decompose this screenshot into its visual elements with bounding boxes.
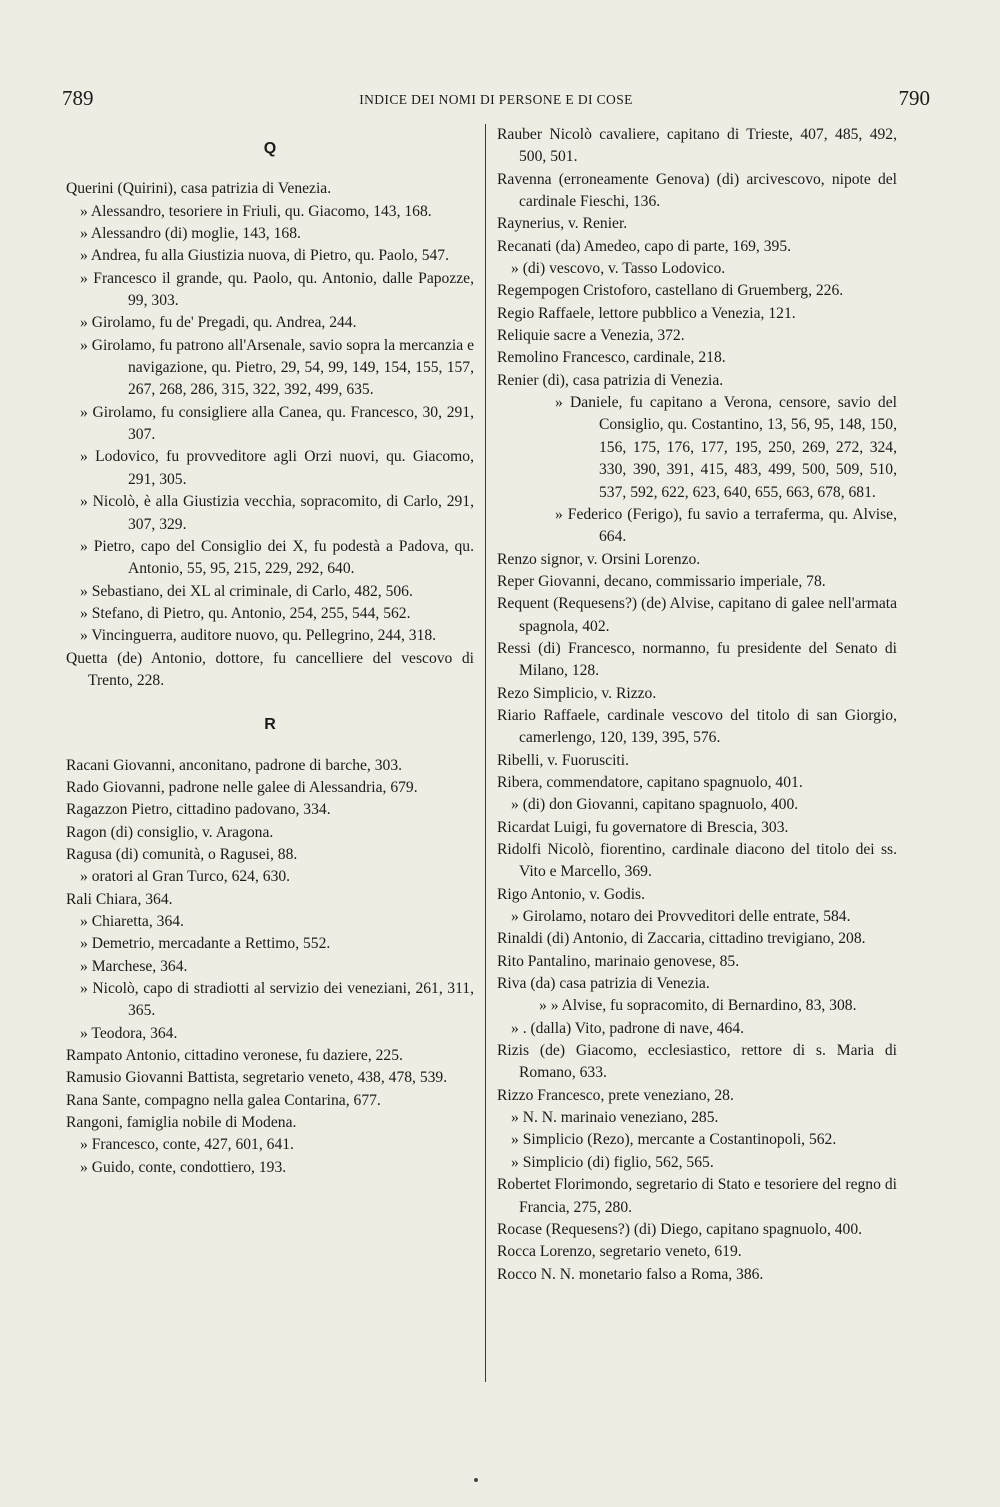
- index-subentry: » N. N. marinaio veneziano, 285.: [511, 1109, 719, 1127]
- index-entry: Rizis (de) Giacomo, ecclesiastico, rettore di s. Maria di Romano, 633.: [497, 1042, 897, 1082]
- index-entry: Rezo Simplicio, v. Rizzo.: [497, 684, 657, 702]
- index-entry: Racani Giovanni, anconitano, padrone di barche, 303.: [66, 756, 403, 774]
- index-subentry: » Girolamo, notaro dei Provveditori delle entrate, 584.: [511, 908, 851, 926]
- index-subentry: » Teodora, 364.: [80, 1024, 178, 1042]
- section-letter-r: R: [264, 716, 276, 734]
- index-entry: Remolino Francesco, cardinale, 218.: [497, 349, 726, 367]
- index-subentry: » Simplicio (di) figlio, 562, 565.: [511, 1153, 714, 1171]
- index-subentry: » Alessandro, tesoriere in Friuli, qu. Giacomo, 143, 168.: [80, 202, 432, 220]
- column-divider: [485, 124, 486, 1382]
- index-subentry: » Alessandro (di) moglie, 143, 168.: [80, 225, 301, 243]
- index-subentry: » Daniele, fu capitano a Verona, censore, savio del Consiglio, qu. Costantino, 13, 56, 95, 148, 150, 156, 175, 176, 177, 195, 250, 269, 272, 324, 330, 390, 391, 415, 483, 499, 500, 509, 510, 537, 592, 622, 623, 640, 655, 663, 678, 681.: [555, 394, 897, 501]
- index-subentry: » Vincinguerra, auditore nuovo, qu. Pellegrino, 244, 318.: [80, 627, 437, 645]
- index-subentry: » Guido, conte, condottiero, 193.: [80, 1158, 287, 1176]
- ink-speck: [474, 1478, 478, 1482]
- index-entry: Rizzo Francesco, prete veneziano, 28.: [497, 1086, 734, 1104]
- index-subentry: » Stefano, di Pietro, qu. Antonio, 254, 255, 544, 562.: [80, 604, 411, 622]
- index-entry: Robertet Florimondo, segretario di Stato e tesoriere del regno di Francia, 275, 280.: [497, 1176, 897, 1216]
- page-header: [62, 86, 930, 116]
- index-entry: Renzo signor, v. Orsini Lorenzo.: [497, 550, 701, 568]
- index-entry: Rocase (Requesens?) (di) Diego, capitano spagnuolo, 400.: [497, 1220, 863, 1238]
- index-entry: Rinaldi (di) Antonio, di Zaccaria, cittadino trevigiano, 208.: [497, 930, 866, 948]
- index-entry: Ragon (di) consiglio, v. Aragona.: [66, 823, 274, 841]
- index-subentry: » Demetrio, mercadante a Rettimo, 552.: [80, 935, 331, 953]
- index-subentry: » Andrea, fu alla Giustizia nuova, di Pietro, qu. Paolo, 547.: [80, 247, 449, 265]
- section-letter-q: Q: [263, 140, 277, 157]
- index-subentry: » Federico (Ferigo), fu savio a terraferma, qu. Alvise, 664.: [555, 505, 897, 546]
- index-subentry: » Marchese, 364.: [80, 957, 188, 975]
- index-entry: Ribelli, v. Fuorusciti.: [497, 751, 629, 769]
- index-entry: Quetta (de) Antonio, dottore, fu cancelliere del vescovo di Trento, 228.: [66, 649, 474, 689]
- index-entry: Renier (di), casa patrizia di Venezia.: [497, 371, 724, 389]
- index-entry: Rocca Lorenzo, segretario veneto, 619.: [497, 1243, 742, 1261]
- index-entry: Recanati (da) Amedeo, capo di parte, 169, 395.: [497, 237, 792, 255]
- index-subentry: » Nicolò, capo di stradiotti al servizio dei veneziani, 261, 311, 365.: [80, 980, 474, 1020]
- page-number-right: 790: [898, 86, 930, 110]
- index-entry: Regio Raffaele, lettore pubblico a Venezia, 121.: [497, 304, 796, 322]
- index-entry: Regempogen Cristoforo, castellano di Gruemberg, 226.: [497, 282, 844, 300]
- index-entry: Rana Sante, compagno nella galea Contarina, 677.: [66, 1091, 381, 1109]
- index-entry: Rali Chiara, 364.: [66, 890, 173, 908]
- index-entry: Ressi (di) Francesco, normanno, fu presidente del Senato di Milano, 128.: [497, 639, 897, 680]
- index-subentry: » (di) vescovo, v. Tasso Lodovico.: [511, 260, 726, 278]
- index-subentry: » Sebastiano, dei XL al criminale, di Carlo, 482, 506.: [80, 582, 413, 600]
- index-entry: Rigo Antonio, v. Godis.: [497, 885, 646, 903]
- index-subentry: » Pietro, capo del Consiglio dei X, fu podestà a Padova, qu. Antonio, 55, 95, 215, 229, 292, 640.: [80, 537, 474, 578]
- index-column-left: [66, 124, 474, 1179]
- index-subentry: » Chiaretta, 364.: [80, 913, 184, 930]
- index-subentry: » (di) don Giovanni, capitano spagnuolo, 400.: [511, 796, 799, 814]
- index-entry: Ravenna (erroneamente Genova) (di) arcivescovo, nipote del cardinale Fieschi, 136.: [497, 170, 897, 211]
- index-entry: Rado Giovanni, padrone nelle galee di Alessandria, 679.: [66, 778, 418, 796]
- index-subentry: » Girolamo, fu consigliere alla Canea, qu. Francesco, 30, 291, 307.: [80, 403, 474, 444]
- index-entry: Ridolfi Nicolò, fiorentino, cardinale diacono del titolo dei ss. Vito e Marcello, 369.: [497, 841, 897, 881]
- index-entry: Ragusa (di) comunità, o Ragusei, 88.: [66, 845, 298, 863]
- index-subentry: » Girolamo, fu de' Pregadi, qu. Andrea, 244.: [80, 314, 357, 332]
- index-subentry: » Francesco, conte, 427, 601, 641.: [80, 1136, 294, 1154]
- index-subentry: » Lodovico, fu provveditore agli Orzi nuovi, qu. Giacomo, 291, 305.: [80, 448, 474, 488]
- index-entry: Ribera, commendatore, capitano spagnuolo, 401.: [497, 773, 803, 791]
- index-subentry: » . (dalla) Vito, padrone di nave, 464.: [511, 1019, 745, 1037]
- index-entry: Querini (Quirini), casa patrizia di Venezia.: [66, 180, 332, 198]
- index-entry: Reliquie sacre a Venezia, 372.: [497, 327, 685, 345]
- index-column-right: [497, 124, 897, 1286]
- index-subentry: » oratori al Gran Turco, 624, 630.: [80, 868, 291, 886]
- index-entry: Reper Giovanni, decano, commissario imperiale, 78.: [497, 572, 826, 590]
- index-entry: Rampato Antonio, cittadino veronese, fu daziere, 225.: [66, 1047, 403, 1065]
- index-subentry: » Francesco il grande, qu. Paolo, qu. Antonio, dalle Papozze, 99, 303.: [80, 269, 474, 310]
- page-number-left: 789: [62, 86, 94, 110]
- index-subentry: » Girolamo, fu patrono all'Arsenale, savio sopra la mercanzia e navigazione, qu. Pietro, 29, 54, 99, 149, 154, 155, 157, 267, 268, 286, 315, 322, 392, 499, 635.: [80, 336, 474, 399]
- index-entry: Ragazzon Pietro, cittadino padovano, 334.: [66, 801, 331, 819]
- index-subentry: » » Alvise, fu sopracomito, di Bernardino, 83, 308.: [539, 997, 857, 1015]
- index-entry: Ramusio Giovanni Battista, segretario veneto, 438, 478, 539.: [66, 1069, 448, 1087]
- index-entry: Riario Raffaele, cardinale vescovo del titolo di san Giorgio, camerlengo, 120, 139, 395, 576.: [497, 706, 897, 747]
- index-entry: Rangoni, famiglia nobile di Modena.: [66, 1114, 297, 1132]
- index-entry: Requent (Requesens?) (de) Alvise, capitano di galee nell'armata spagnola, 402.: [497, 595, 897, 635]
- index-entry: Rocco N. N. monetario falso a Roma, 386.: [497, 1265, 764, 1283]
- index-subentry: » Simplicio (Rezo), mercante a Costantinopoli, 562.: [511, 1131, 837, 1149]
- index-entry: Rito Pantalino, marinaio genovese, 85.: [497, 952, 740, 970]
- index-entry: Raynerius, v. Renier.: [497, 215, 628, 233]
- index-entry: Rauber Nicolò cavaliere, capitano di Trieste, 407, 485, 492, 500, 501.: [497, 126, 897, 166]
- index-entry: Ricardat Luigi, fu governatore di Brescia, 303.: [497, 818, 789, 836]
- index-subentry: » Nicolò, è alla Giustizia vecchia, sopracomito, di Carlo, 291, 307, 329.: [80, 493, 474, 533]
- index-entry: Riva (da) casa patrizia di Venezia.: [497, 975, 710, 993]
- running-title: INDICE DEI NOMI DI PERSONE E DI COSE: [359, 92, 633, 107]
